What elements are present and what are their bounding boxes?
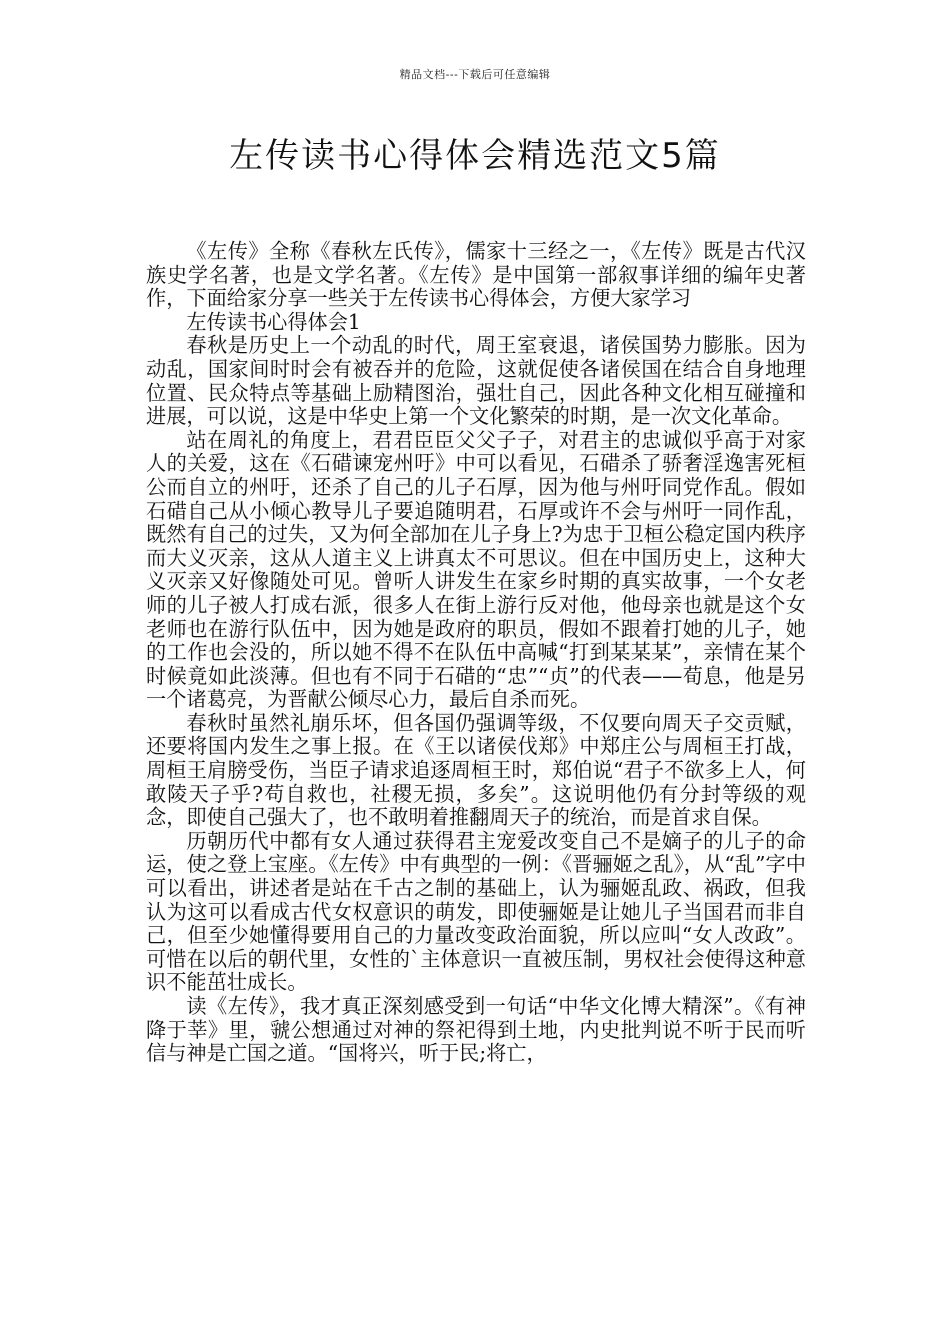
body-paragraph: 春秋时虽然礼崩乐坏，但各国仍强调等级，不仅要向周天子交贡赋，还要将国内发生之事上报。在《王以诸侯伐郑》中郑庄公与周桓王打战，周桓王肩膀受伤，当臣子请求追逐周桓王时，郑伯说“君子不欲多上人，何敢陵天子乎?苟自救也，社稷无损，多矣”。这说明他仍有分封等级的观念，即使自己强大了，也不敢明着推翻周天子的统治，而是首求自保。 (146, 710, 806, 830)
section-heading: 左传读书心得体会1 (186, 309, 361, 334)
document-title: 左传读书心得体会精选范文5篇 (229, 136, 721, 176)
body-paragraph: 读《左传》，我才真正深刻感受到一句话“中华文化博大精深”。《有神降于莘》里，虢公想通过对神的祭祀得到土地，内史批判说不听于民而听信与神是亡国之道。“国将兴，听于民;将亡， (146, 994, 806, 1066)
header-note: 精品文档---下载后可任意编辑 (399, 68, 551, 81)
body-paragraph: 历朝历代中都有女人通过获得君主宠爱改变自己不是嫡子的儿子的命运，使之登上宝座。《左传》中有典型的一例：《晋骊姬之乱》，从“乱”字中可以看出，讲述者是站在千古之制的基础上，认为骊姬乱政、祸政，但我认为这可以看成古代女权意识的萌发，即使骊姬是让她儿子当国君而非自己，但至少她懂得要用自己的力量改变政治面貌，所以应叫“女人改政”。可惜在以后的朝代里，女性的`主体意识一直被压制，男权社会使得这种意识不能茁壮成长。 (146, 828, 806, 995)
body-paragraph: 春秋是历史上一个动乱的时代，周王室衰退，诸侯国势力膨胀。因为动乱，国家间时时会有被吞并的危险，这就促使各诸侯国在结合自身地理位置、民众特点等基础上励精图治，强壮自己，因此各种文化相互碰撞和进展，可以说，这是中华史上第一个文化繁荣的时期，是一次文化革命。 (146, 333, 806, 429)
document-body (146, 240, 806, 1066)
intro-paragraph: 《左传》全称《春秋左氏传》，儒家十三经之一，《左传》既是古代汉族史学名著，也是文学名著。《左传》是中国第一部叙事详细的编年史著作，下面给家分享一些关于左传读书心得体会，方便大家学习 (146, 239, 806, 311)
body-paragraph: 站在周礼的角度上，君君臣臣父父子子，对君主的忠诚似乎高于对家人的关爱，这在《石碏谏宠州吁》中可以看见，石碏杀了骄奢淫逸害死桓公而自立的州吁，还杀了自己的儿子石厚，因为他与州吁同党作乱。假如石碏自己从小倾心教导儿子要追随明君，石厚或许不会与州吁一同作乱，既然有自己的过失，又为何全部加在儿子身上?为忠于卫桓公稳定国内秩序而大义灭亲，这从人道主义上讲真太不可思议。但在中国历史上，这种大义灭亲又好像随处可见。曾听人讲发生在家乡时期的真实故事，一个女老师的儿子被人打成右派，很多人在街上游行反对他，他母亲也就是这个女老师也在游行队伍中，因为她是政府的职员，假如不跟着打她的儿子，她的工作也会没的，所以她不得不在队伍中高喊“打到某某某”，亲情在某个时候竟如此淡薄。但也有不同于石碏的“忠”“贞”的代表——荀息，他是另一个诸葛亮，为晋献公倾尽心力，最后自杀而死。 (146, 427, 806, 712)
